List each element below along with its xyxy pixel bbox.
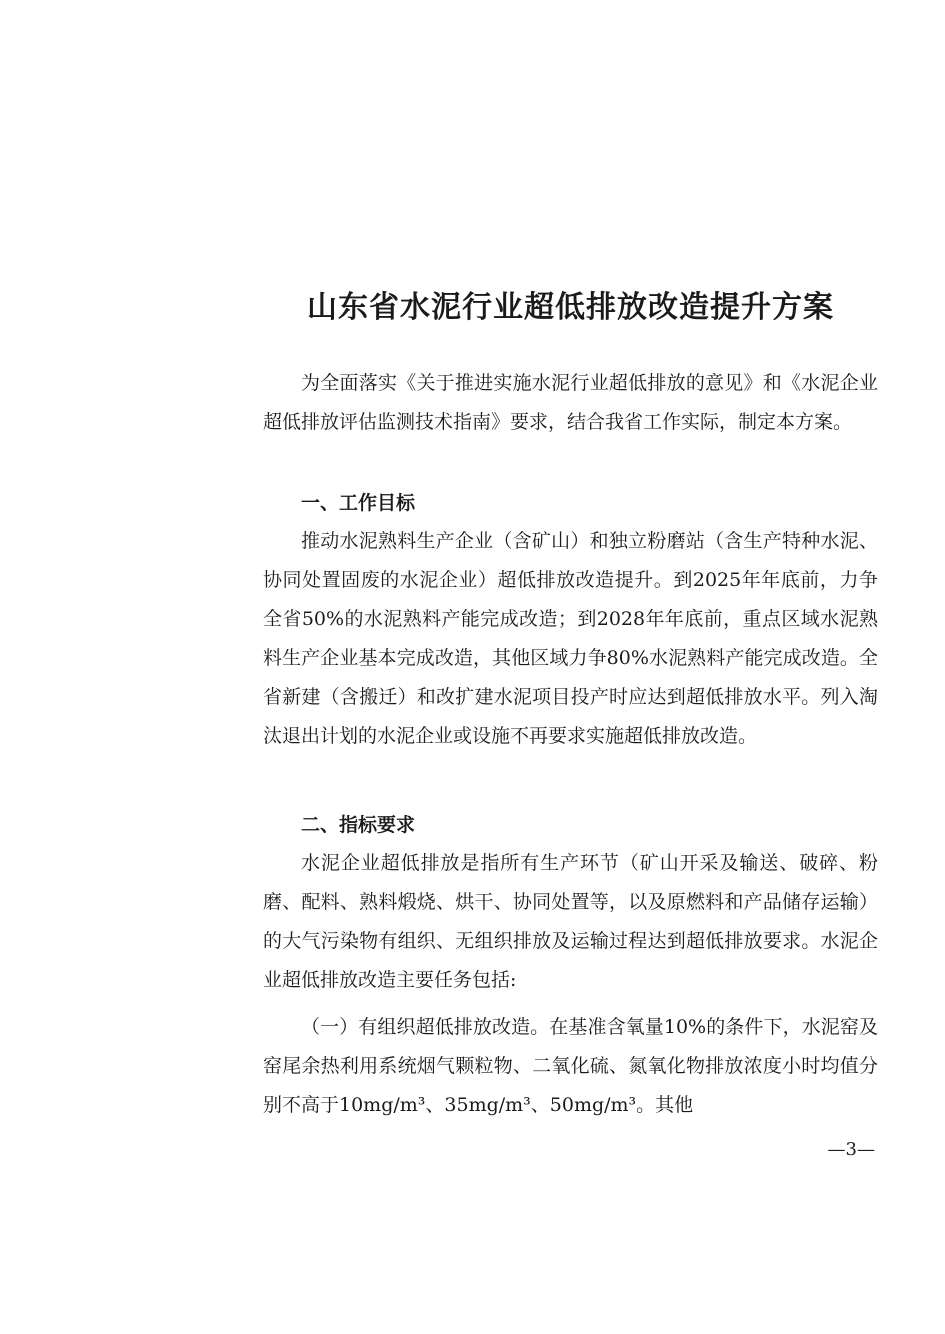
section-1-heading: 一、工作目标 [301, 492, 416, 514]
intro-text: 为全面落实《关于推进实施水泥行业超低排放的意见》和《水泥企业超低排放评估监测技术指南》要求，结合我省工作实际，制定本方案。 [263, 372, 878, 433]
intro-paragraph [263, 364, 878, 442]
page-number: —3— [827, 1139, 875, 1160]
section-2-heading: 二、指标要求 [301, 814, 416, 836]
section-1-paragraph [263, 522, 878, 756]
section-2-text: 水泥企业超低排放是指所有生产环节（矿山开采及输送、破碎、粉磨、配料、熟料煅烧、烘干、协同处置等，以及原燃料和产品储存运输）的大气污染物有组织、无组织排放及运输过程达到超低排放要求。水泥企业超低排放改造主要任务包括: [263, 852, 878, 991]
section-1-text: 推动水泥熟料生产企业（含矿山）和独立粉磨站（含生产特种水泥、协同处置固废的水泥企业）超低排放改造提升。到2025年年底前，力争全省50%的水泥熟料产能完成改造；到2028年年底前，重点区域水泥熟料生产企业基本完成改造，其他区域力争80%水泥熟料产能完成改造。全省新建（含搬迁）和改扩建水泥项目投产时应达到超低排放水平。列入淘汰退出计划的水泥企业或设施不再要求实施超低排放改造。 [263, 530, 878, 747]
task-1-paragraph [263, 1008, 878, 1125]
document-title: 山东省水泥行业超低排放改造提升方案 [307, 290, 834, 325]
section-1-heading-wrap [263, 484, 878, 523]
section-2-heading-wrap [263, 806, 878, 845]
task-1-text: （一）有组织超低排放改造。在基准含氧量10%的条件下，水泥窑及窑尾余热利用系统烟气颗粒物、二氧化硫、氮氧化物排放浓度小时均值分别不高于10mg/m³、35mg/m³、50mg/m³。其他 [263, 1016, 878, 1116]
section-2-paragraph [263, 844, 878, 1000]
